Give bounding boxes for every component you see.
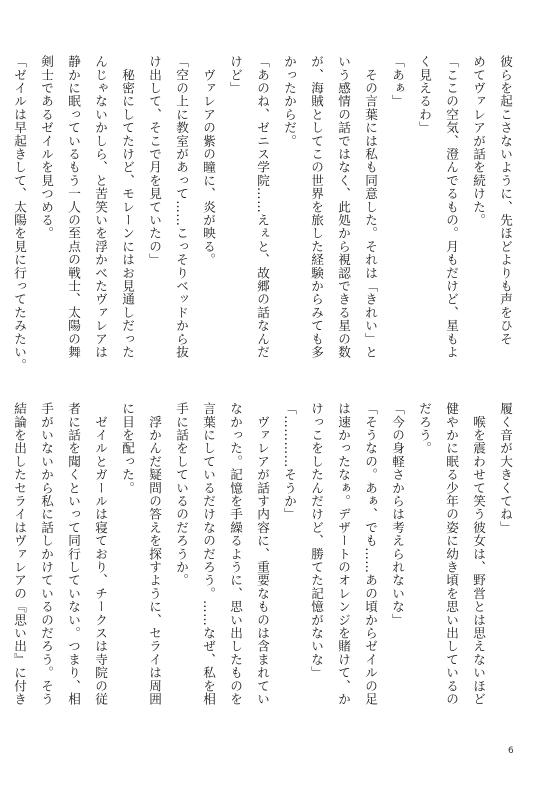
text-line: だろう。 (417, 402, 432, 455)
text-line: 「今の身軽さからは考えられないな」 (390, 402, 405, 627)
text-line: ゼイルとガールは寝ており、チークスは寺院の従 (93, 402, 108, 706)
text-line: く見えるわ」 (417, 55, 432, 135)
text-line: 「…………そうか」 (282, 402, 297, 521)
text-line: 言葉にしているだけなのだろう。……なぜ、私を相 (201, 402, 216, 706)
text-line: 手がいないから私に話しかけているのだろう。そう (39, 402, 54, 706)
lower-text-block (12, 402, 519, 706)
text-line: 「そうなの。あぁ、でも……あの頃からゼイルの足 (363, 402, 378, 706)
text-line: 彼らを起こさないように、先ほどよりも声をひそ (498, 55, 513, 346)
text-line: ヴァレアの紫の瞳に、炎が映る。 (201, 55, 216, 267)
text-line: 「ゼイルは早起きして、太陽を見に行ってたみたい。 (12, 55, 27, 372)
text-line: 静かに眠っているもう一人の至点の戦士、太陽の舞 (66, 55, 81, 359)
text-line: 「あのね、ゼニス学院……えぇと、故郷の話なんだ (255, 55, 270, 359)
text-line: 喉を震わせて笑う彼女は、野営とは思えないほど (471, 402, 486, 706)
text-line: が、海賊としてこの世界を旅した経験からみても多 (309, 55, 324, 359)
text-line: 「ここの空気、澄んでるもの。月もだけど、星もよ (444, 55, 459, 359)
text-line (0, 55, 6, 355)
text-line: ヴァレアが話す内容に、重要なものは含まれてい (255, 402, 270, 706)
text-line: 剣士であるゼイルを見つめる。 (39, 55, 54, 240)
text-line: 秘密にしてたけど、モレーンにはお見通しだった (120, 55, 135, 359)
text-line: めてヴァレアが話を続けた。 (471, 55, 486, 227)
text-line: に目を配った。 (120, 402, 135, 495)
text-line: 履く音が大きくてね」 (498, 402, 513, 534)
text-line: いう感情の話ではなく、此処から視認できる星の数 (336, 55, 351, 359)
text-line: 結論を出したセライはヴァレアの『思い出』に付き (12, 402, 27, 706)
text-line: けど」 (228, 55, 243, 95)
upper-text-block (12, 55, 519, 372)
text-line: けっこをしたんだけど、勝てた記憶がないな」 (309, 402, 324, 680)
page-number: 6 (508, 746, 514, 756)
text-line: 健やかに眠る少年の姿に幼き頃を思い出しているの (444, 402, 459, 706)
text-line: 者に話を聞くといって同行していない。つまり、相 (66, 402, 81, 706)
text-line: なかった。記憶を手繰るように、思い出したものを (228, 402, 243, 706)
text-line: は速かったなぁ。デザートのオレンジを賭けて、か (336, 402, 351, 706)
text-line: んじゃないかしら、と苦笑いを浮かべたヴァレアは (93, 55, 108, 359)
text-line: 「あぁ」 (390, 55, 405, 108)
text-line: 手に話をしているのだろうか。 (174, 402, 189, 587)
text-line: 「空の上に教室があって……こっそりベッドから抜 (174, 55, 189, 359)
text-line: その言葉には私も同意した。それは「きれい」と (363, 55, 378, 359)
text-line: け出して、そこで月を見ていたの」 (147, 55, 162, 267)
text-line: かったからだ。 (282, 55, 297, 148)
text-line: 浮かんだ疑問の答えを探すように、セライは周囲 (147, 402, 162, 706)
